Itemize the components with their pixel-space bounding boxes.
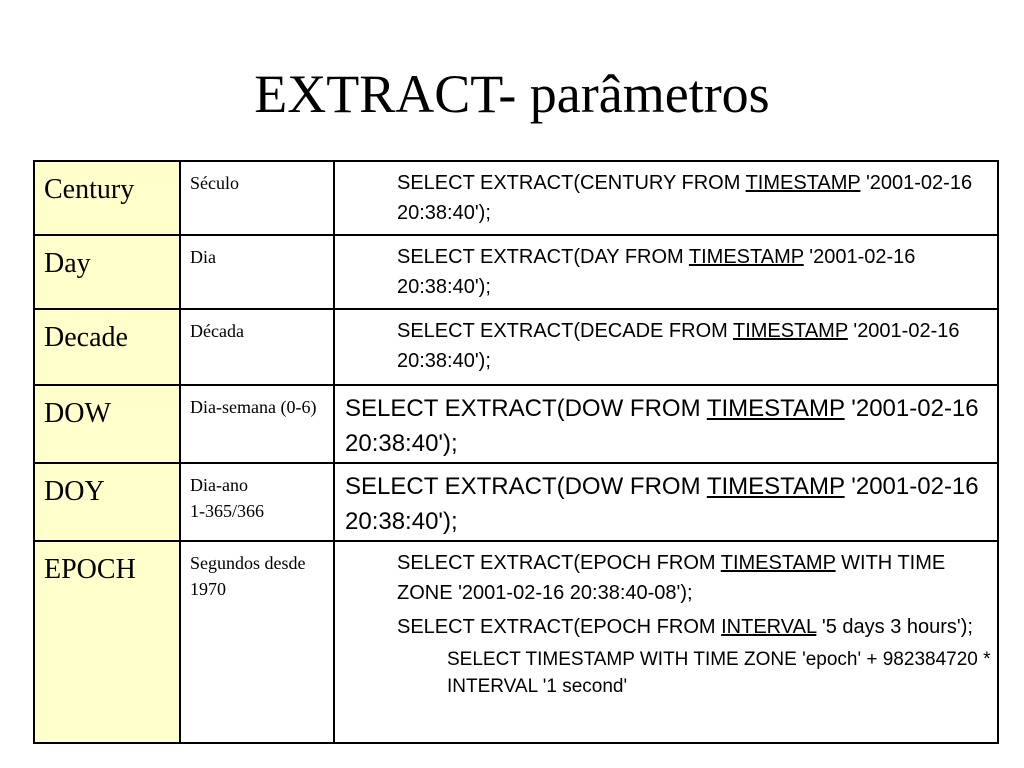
- sql-text: '5 days 3 hours');: [816, 616, 973, 638]
- description-text: Década: [190, 321, 244, 341]
- table-row: [34, 463, 998, 541]
- param-cell: Century: [34, 161, 180, 235]
- sql-example: [335, 236, 997, 302]
- table-row: [34, 385, 998, 463]
- sql-text: '2001-02-16 20:38:40');: [397, 320, 960, 372]
- sql-example: [335, 642, 997, 700]
- sql-text: SELECT EXTRACT(DOW FROM: [345, 395, 707, 422]
- sql-text: SELECT EXTRACT(CENTURY FROM: [397, 172, 746, 194]
- description-cell: [180, 309, 334, 385]
- example-cell: [334, 161, 998, 235]
- description-text: 1-365/366: [190, 501, 264, 521]
- description-text: Dia-ano: [190, 475, 248, 495]
- table-row: [34, 309, 998, 385]
- description-cell: [180, 463, 334, 541]
- sql-keyword: TIMESTAMP: [706, 473, 845, 500]
- example-cell: [334, 385, 998, 463]
- sql-keyword: INTERVAL: [721, 616, 817, 638]
- example-cell: [334, 463, 998, 541]
- sql-text: '2001-02-16 20:38:40');: [345, 395, 979, 457]
- description-cell: [180, 161, 334, 235]
- sql-text: '2001-02-16 20:38:40');: [345, 473, 979, 535]
- sql-keyword: TIMESTAMP: [732, 320, 848, 342]
- sql-keyword: TIMESTAMP: [720, 552, 836, 574]
- description-cell: [180, 385, 334, 463]
- sql-text: WITH TIME ZONE '2001-02-16 20:38:40-08');: [397, 552, 946, 604]
- param-cell: Decade: [34, 309, 180, 385]
- sql-text: SELECT EXTRACT(EPOCH FROM: [397, 616, 722, 638]
- sql-example: [335, 542, 997, 608]
- sql-text: SELECT EXTRACT(DAY FROM: [397, 246, 689, 268]
- sql-keyword: TIMESTAMP: [706, 395, 845, 422]
- page-title: EXTRACT- parâmetros: [254, 64, 770, 124]
- sql-keyword: TIMESTAMP: [688, 246, 804, 268]
- sql-text: SELECT EXTRACT(DOW FROM: [345, 473, 707, 500]
- sql-keyword: TIMESTAMP: [745, 172, 861, 194]
- sql-text: '2001-02-16 20:38:40');: [397, 172, 973, 224]
- description-text: Dia: [190, 247, 216, 267]
- sql-example: [335, 310, 997, 376]
- sql-text: SELECT TIMESTAMP WITH TIME ZONE 'epoch' + 982384720 * INTERVAL '1 second': [447, 649, 991, 697]
- param-cell: DOW: [34, 385, 180, 463]
- sql-text: SELECT EXTRACT(DECADE FROM: [397, 320, 733, 342]
- description-cell: [180, 235, 334, 309]
- description-text: Século: [190, 173, 239, 193]
- description-text: Dia-semana (0-6): [190, 397, 317, 417]
- sql-example: [335, 162, 997, 228]
- sql-example: [335, 386, 997, 461]
- param-cell: DOY: [34, 463, 180, 541]
- parameters-table: [33, 160, 999, 744]
- sql-text: SELECT EXTRACT(EPOCH FROM: [397, 552, 721, 574]
- param-cell: EPOCH: [34, 541, 180, 743]
- table-row: [34, 235, 998, 309]
- sql-example: [335, 464, 997, 539]
- example-cell: [334, 541, 998, 743]
- description-cell: [180, 541, 334, 743]
- description-text: Segundos desde 1970: [190, 553, 306, 599]
- sql-text: '2001-02-16 20:38:40');: [397, 246, 916, 298]
- sql-example: [335, 608, 997, 642]
- table-row: [34, 161, 998, 235]
- table-row: [34, 541, 998, 743]
- example-cell: [334, 309, 998, 385]
- example-cell: [334, 235, 998, 309]
- param-cell: Day: [34, 235, 180, 309]
